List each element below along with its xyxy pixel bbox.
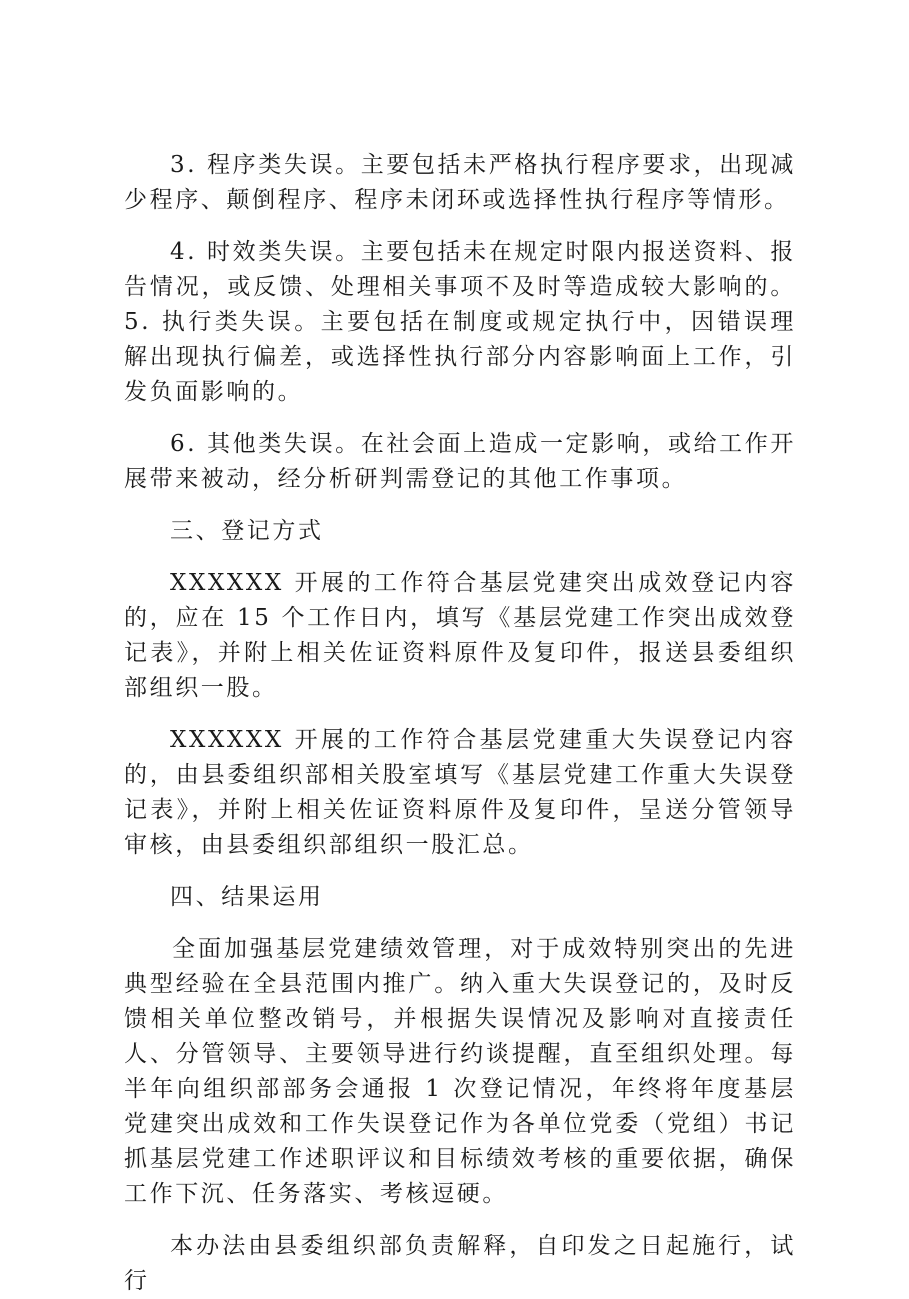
document-page [124, 148, 796, 1299]
paragraph-results-application: 全面加强基层党建绩效管理，对于成效特别突出的先进典型经验在全县范围内推广。纳入重大失误登记的，及时反馈相关单位整改销号，并根据失误情况及影响对直接责任人、分管领导、主要领导进行约谈提醒，直至组织处理。每半年向组织部部务会通报 1 次登记情况，年终将年度基层党建突出成效和工作失误登记作为各单位党委（党组）书记抓基层党建工作述职评议和目标绩效考核的重要依据，确保工作下沉、任务落实、考核逗硬。 [124, 936, 796, 1207]
section-heading-results: 四、结果运用 [170, 884, 324, 910]
section-heading-registration: 三、登记方式 [170, 518, 324, 544]
paragraph-procedural-errors: 3. 程序类失误。主要包括未严格执行程序要求，出现减少程序、颠倒程序、程序未闭环或选择性执行程序等情形。 [124, 152, 796, 213]
paragraph-registration-errors: XXXXXX 开展的工作符合基层党建重大失误登记内容的，由县委组织部相关股室填写《基层党建工作重大失误登记表》，并附上相关佐证资料原件及复印件，呈送分管领导审核，由县委组织部组织一股汇总。 [124, 727, 796, 858]
paragraph-timeliness-errors: 4. 时效类失误。主要包括未在规定时限内报送资料、报告情况，或反馈、处理相关事项不及时等造成较大影响的。 5. 执行类失误。主要包括在制度或规定执行中，因错误理解出现执行偏差，或选择性执行部分内容影响面上工作，引发负面影响的。 [124, 239, 796, 405]
paragraph-other-errors: 6. 其他类失误。在社会面上造成一定影响，或给工作开展带来被动，经分析研判需登记的其他工作事项。 [124, 431, 796, 492]
paragraph-interpretation: 本办法由县委组织部负责解释，自印发之日起施行，试行 [124, 1233, 796, 1294]
paragraph-registration-achievements: XXXXXX 开展的工作符合基层党建突出成效登记内容的，应在 15 个工作日内，填写《基层党建工作突出成效登记表》，并附上相关佐证资料原件及复印件，报送县委组织部组织一股。 [124, 570, 796, 701]
